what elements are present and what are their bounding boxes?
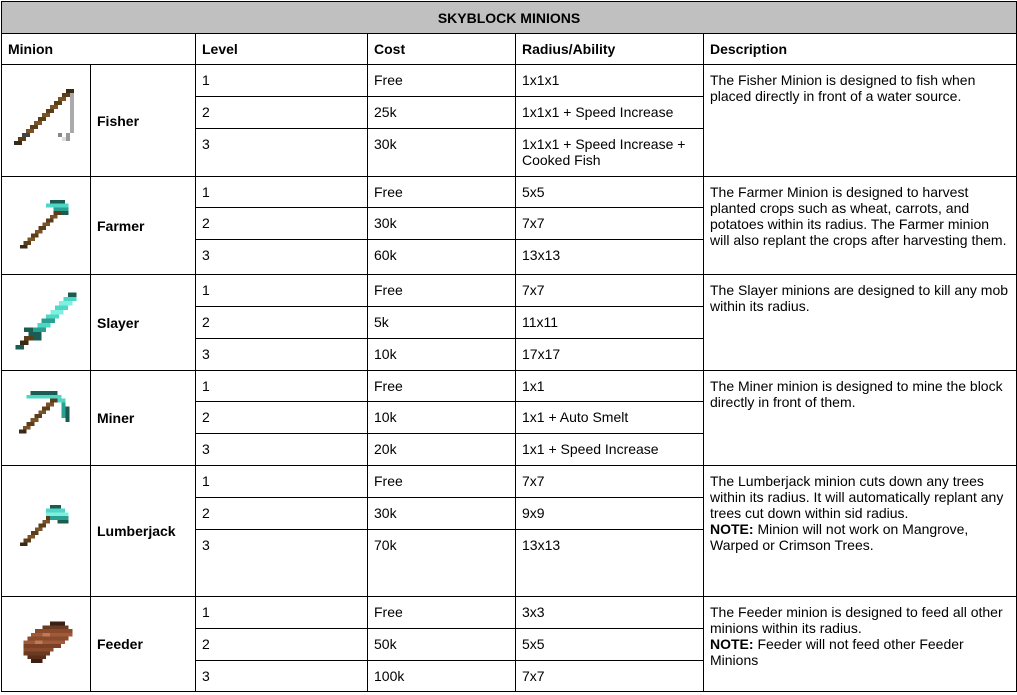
- minion-name: Slayer: [91, 275, 196, 371]
- level-cell: 2: [196, 402, 368, 434]
- description-text: The Feeder minion is designed to feed all other minions within its radius.: [710, 604, 1003, 636]
- cost-cell: Free: [368, 65, 516, 97]
- cost-cell: 100k: [368, 661, 516, 692]
- header-cost: Cost: [368, 34, 516, 65]
- cost-cell: Free: [368, 371, 516, 402]
- description-cell: [704, 371, 1017, 466]
- cost-cell: Free: [368, 177, 516, 208]
- level-cell: 3: [196, 434, 368, 466]
- cost-cell: Free: [368, 275, 516, 307]
- level-cell: 1: [196, 371, 368, 402]
- minion-icon-cell: [2, 466, 91, 597]
- fishing-rod-icon: [14, 86, 78, 156]
- level-cell: 3: [196, 240, 368, 275]
- level-cell: 1: [196, 597, 368, 629]
- level-cell: 2: [196, 208, 368, 240]
- description-text: The Farmer Minion is designed to harvest planted crops such as wheat, carrots, and potatoes within its radius. The Farmer minion will also replant the crops after harvesting them.: [710, 184, 1007, 248]
- diamond-pickaxe-icon: [15, 385, 77, 451]
- level-cell: 2: [196, 629, 368, 661]
- radius-cell: 1x1x1 + Speed Increase + Cooked Fish: [516, 129, 704, 177]
- cost-cell: Free: [368, 466, 516, 498]
- diamond-sword-icon: [11, 285, 81, 361]
- level-cell: 2: [196, 97, 368, 129]
- radius-cell: 17x17: [516, 339, 704, 371]
- description-text: The Fisher Minion is designed to fish when placed directly in front of a water source.: [710, 72, 976, 104]
- minion-icon-cell: [2, 275, 91, 371]
- cost-cell: 30k: [368, 208, 516, 240]
- radius-cell: 7x7: [516, 661, 704, 692]
- level-cell: 2: [196, 307, 368, 339]
- header-level: Level: [196, 34, 368, 65]
- level-cell: 1: [196, 177, 368, 208]
- minion-icon-cell: [2, 597, 91, 692]
- cost-cell: 20k: [368, 434, 516, 466]
- level-cell: 1: [196, 275, 368, 307]
- level-cell: 3: [196, 661, 368, 692]
- radius-cell: 7x7: [516, 208, 704, 240]
- note-label: NOTE:: [710, 521, 754, 537]
- note-text: Minion will not work on Mangrove, Warped or Crimson Trees.: [710, 521, 969, 553]
- table-title: SKYBLOCK MINIONS: [2, 2, 1017, 34]
- description-cell: [704, 65, 1017, 177]
- level-cell: 1: [196, 65, 368, 97]
- description-cell: [704, 275, 1017, 371]
- cost-cell: Free: [368, 597, 516, 629]
- radius-cell: 5x5: [516, 177, 704, 208]
- radius-cell: 11x11: [516, 307, 704, 339]
- minion-name: Feeder: [91, 597, 196, 692]
- description-text: The Lumberjack minion cuts down any trees within its radius. It will automatically replant any trees cut down within sid radius.: [710, 473, 1004, 521]
- note-text: Feeder will not feed other Feeder Minions: [710, 636, 964, 668]
- level-cell: 3: [196, 129, 368, 177]
- radius-cell: 1x1x1 + Speed Increase: [516, 97, 704, 129]
- minion-name: Lumberjack: [91, 466, 196, 597]
- cost-cell: 10k: [368, 402, 516, 434]
- radius-cell: 7x7: [516, 275, 704, 307]
- radius-cell: 5x5: [516, 629, 704, 661]
- minion-name: Fisher: [91, 65, 196, 177]
- minion-name: Farmer: [91, 177, 196, 275]
- cost-cell: 25k: [368, 97, 516, 129]
- description-text: The Slayer minions are designed to kill any mob within its radius.: [710, 282, 1009, 314]
- minion-name: Miner: [91, 371, 196, 466]
- header-minion: Minion: [2, 34, 196, 65]
- radius-cell: 9x9: [516, 498, 704, 530]
- level-cell: 1: [196, 466, 368, 498]
- cooked-meat-icon: [14, 614, 78, 674]
- cost-cell: 60k: [368, 240, 516, 275]
- description-cell: [704, 466, 1017, 597]
- description-text: The Miner minion is designed to mine the block directly in front of them.: [710, 378, 1003, 410]
- cost-cell: 50k: [368, 629, 516, 661]
- radius-cell: 3x3: [516, 597, 704, 629]
- radius-cell: 1x1x1: [516, 65, 704, 97]
- diamond-axe-icon: [16, 499, 76, 563]
- minion-icon-cell: [2, 371, 91, 466]
- minions-table: [1, 1, 1017, 692]
- diamond-hoe-icon: [16, 194, 76, 258]
- cost-cell: 5k: [368, 307, 516, 339]
- radius-cell: 1x1 + Speed Increase: [516, 434, 704, 466]
- level-cell: 2: [196, 498, 368, 530]
- cost-cell: 30k: [368, 129, 516, 177]
- description-cell: [704, 177, 1017, 275]
- radius-cell: 13x13: [516, 530, 704, 597]
- radius-cell: 13x13: [516, 240, 704, 275]
- radius-cell: 1x1 + Auto Smelt: [516, 402, 704, 434]
- description-cell: [704, 597, 1017, 692]
- minion-icon-cell: [2, 177, 91, 275]
- level-cell: 3: [196, 339, 368, 371]
- cost-cell: 30k: [368, 498, 516, 530]
- header-description: Description: [704, 34, 1017, 65]
- header-radius: Radius/Ability: [516, 34, 704, 65]
- radius-cell: 1x1: [516, 371, 704, 402]
- cost-cell: 70k: [368, 530, 516, 597]
- cost-cell: 10k: [368, 339, 516, 371]
- radius-cell: 7x7: [516, 466, 704, 498]
- minion-icon-cell: [2, 65, 91, 177]
- level-cell: 3: [196, 530, 368, 597]
- note-label: NOTE:: [710, 636, 754, 652]
